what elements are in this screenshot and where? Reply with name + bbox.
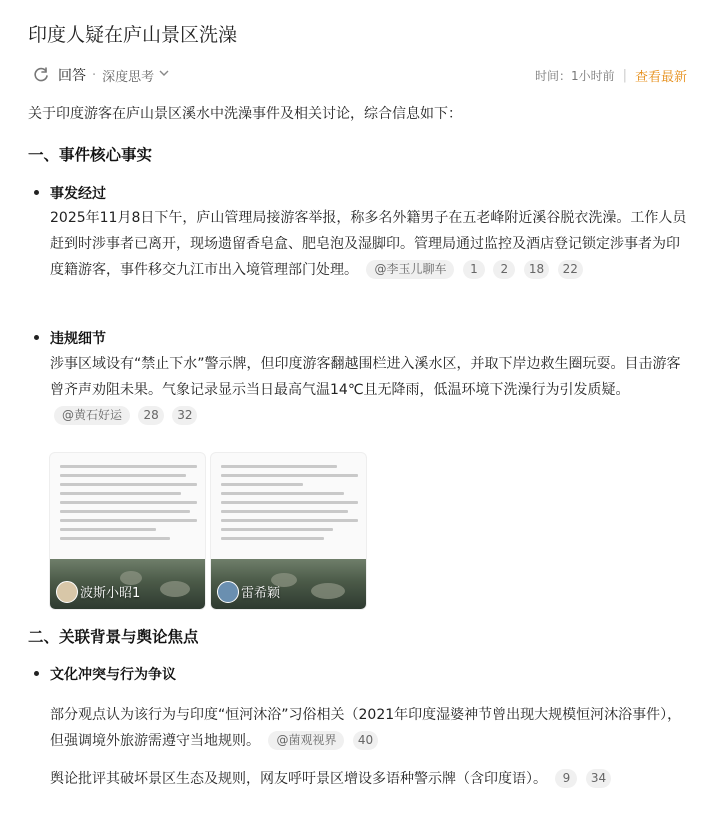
deep-think-toggle[interactable]: 深度思考 xyxy=(102,69,155,85)
citation-32[interactable]: 32 xyxy=(172,406,197,425)
item-text: 部分观点认为该行为与印度“恒河沐浴”习俗相关（2021年印度湿婆神节曾出现大规模恒河沐浴事件），但强调境外旅游需遵守当地规则。 xyxy=(50,707,682,749)
page-title: 印度人疑在庐山景区洗澡 xyxy=(28,24,238,46)
refresh-icon[interactable] xyxy=(32,66,50,84)
chevron-down-icon[interactable] xyxy=(158,67,170,83)
bullet-dot xyxy=(34,190,39,195)
view-latest-link[interactable]: 查看最新 xyxy=(634,69,687,85)
bullet-dot xyxy=(34,671,39,676)
avatar xyxy=(56,581,78,603)
item-title-incident: 事发经过 xyxy=(50,186,106,202)
image-author: 波斯小昭1 xyxy=(80,586,141,601)
citation-1[interactable]: 1 xyxy=(463,260,485,279)
item-text: 舆论批评其破坏景区生态及规则，网友呼吁景区增设多语种警示牌（含印度语）。 xyxy=(50,771,547,787)
item-body-culture xyxy=(50,702,690,754)
source-chip[interactable]: @黄石好运 xyxy=(54,406,130,425)
avatar xyxy=(217,581,239,603)
citation-22[interactable]: 22 xyxy=(558,260,583,279)
citation-18[interactable]: 18 xyxy=(524,260,549,279)
answer-time: 时间：1小时前 xyxy=(534,68,615,83)
citation-9[interactable]: 9 xyxy=(555,769,577,788)
answer-label: 回答 xyxy=(58,68,86,84)
item-title-violation: 违规细节 xyxy=(50,331,106,347)
image-card-1[interactable] xyxy=(49,452,206,610)
citation-2[interactable]: 2 xyxy=(493,260,515,279)
item-body-incident xyxy=(50,205,690,283)
item-body-criticism xyxy=(50,766,690,792)
meta-separator: | xyxy=(622,67,627,83)
item-body-violation xyxy=(50,351,690,429)
section-heading-1: 一、事件核心事实 xyxy=(28,146,153,164)
item-text: 2025年11月8日下午，庐山管理局接游客举报，称多名外籍男子在五老峰附近溪谷脱衣洗澡。工作人员赶到时涉事者已离开，现场遗留香皂盒、肥皂泡及湿脚印。管理局通过监控及酒店登记锁定涉事者为印度籍游客，事件移交九江市出入境管理部门处理。 xyxy=(50,210,687,278)
image-card-2[interactable] xyxy=(210,452,367,610)
source-chip[interactable]: @菌观视界 xyxy=(268,731,344,750)
item-text: 涉事区域设有“禁止下水”警示牌，但印度游客翻越围栏进入溪水区，并取下岸边救生圈玩耍。目击游客曾齐声劝阻未果。气象记录显示当日最高气温14℃且无降雨，低温环境下洗澡行为引发质疑。 xyxy=(50,356,681,398)
source-chip[interactable]: @李玉儿聊车 xyxy=(366,260,454,279)
citation-40[interactable]: 40 xyxy=(353,731,378,750)
image-author: 雷希颖 xyxy=(241,586,281,601)
answer-meta-bar xyxy=(32,64,687,86)
bullet-dot xyxy=(34,335,39,340)
item-title-culture: 文化冲突与行为争议 xyxy=(50,667,176,683)
intro-text: 关于印度游客在庐山景区溪水中洗澡事件及相关讨论，综合信息如下： xyxy=(28,106,462,122)
meta-dot: · xyxy=(92,67,97,83)
citation-34[interactable]: 34 xyxy=(586,769,611,788)
citation-28[interactable]: 28 xyxy=(138,406,163,425)
section-heading-2: 二、关联背景与舆论焦点 xyxy=(28,628,199,646)
